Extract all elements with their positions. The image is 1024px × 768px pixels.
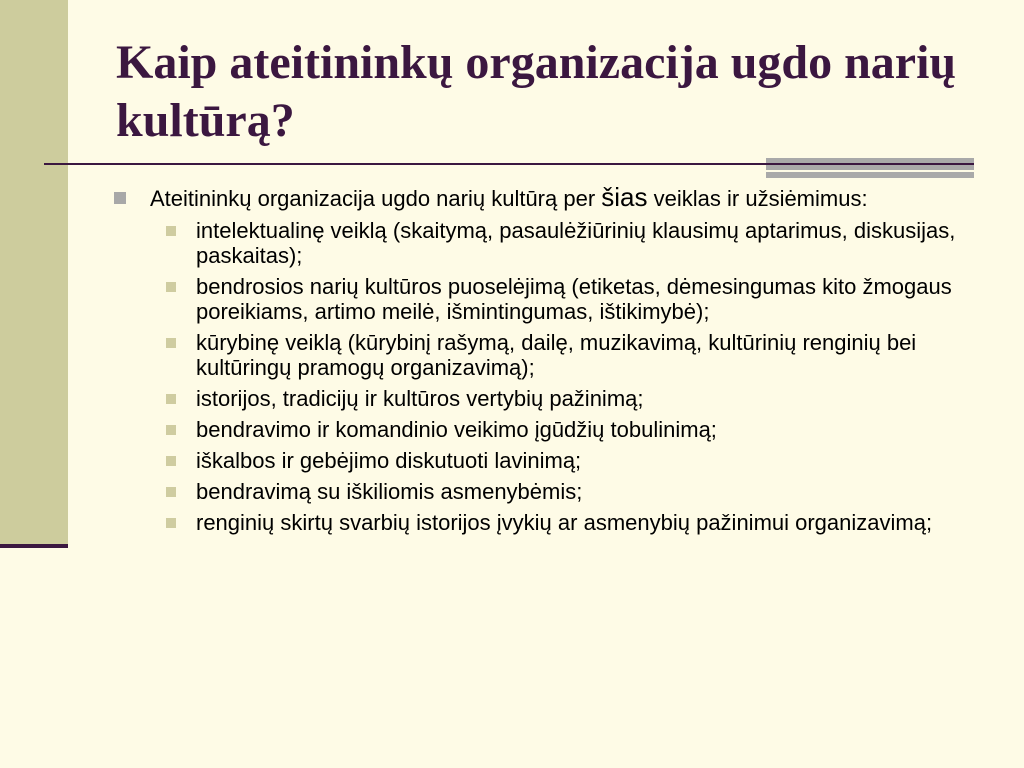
main-bullet-item <box>114 184 974 212</box>
list-item: renginių skirtų svarbių istorijos įvykių ar asmenybių pažinimui organizavimą; <box>166 510 974 535</box>
list-item: kūrybinę veiklą (kūrybinį rašymą, dailę, muzikavimą, kultūrinių renginių bei kultūringų pramogų organizavimą); <box>166 330 974 380</box>
emphasized-word: šias <box>601 182 648 212</box>
sub-bullet-list <box>114 218 974 535</box>
square-bullet-icon <box>166 518 176 528</box>
square-bullet-icon <box>166 425 176 435</box>
square-bullet-icon <box>166 456 176 466</box>
list-item: iškalbos ir gebėjimo diskutuoti lavinimą; <box>166 448 974 473</box>
list-item: bendravimo ir komandinio veikimo įgūdžių tobulinimą; <box>166 417 974 442</box>
slide-body <box>114 184 974 541</box>
square-bullet-icon <box>166 226 176 236</box>
side-decor-bar <box>0 0 68 548</box>
main-bullet-text: Ateitininkų organizacija ugdo narių kultūrą per šias veiklas ir užsiėmimus: <box>150 182 868 212</box>
list-item: intelektualinę veiklą (skaitymą, pasaulėžiūrinių klausimų aptarimus, diskusijas, paskaitas); <box>166 218 974 268</box>
list-item: istorijos, tradicijų ir kultūros vertybių pažinimą; <box>166 386 974 411</box>
square-bullet-icon <box>166 394 176 404</box>
square-bullet-icon <box>114 192 126 204</box>
list-item: bendravimą su iškiliomis asmenybėmis; <box>166 479 974 504</box>
accent-stripes <box>766 158 974 178</box>
side-decor-rule <box>0 544 68 548</box>
square-bullet-icon <box>166 487 176 497</box>
slide-title: Kaip ateitininkų organizacija ugdo narių kultūrą? <box>116 36 957 147</box>
square-bullet-icon <box>166 338 176 348</box>
list-item: bendrosios narių kultūros puoselėjimą (etiketas, dėmesingumas kito žmogaus poreikiams, artimo meilė, išmintingumas, ištikimybė); <box>166 274 974 324</box>
square-bullet-icon <box>166 282 176 292</box>
